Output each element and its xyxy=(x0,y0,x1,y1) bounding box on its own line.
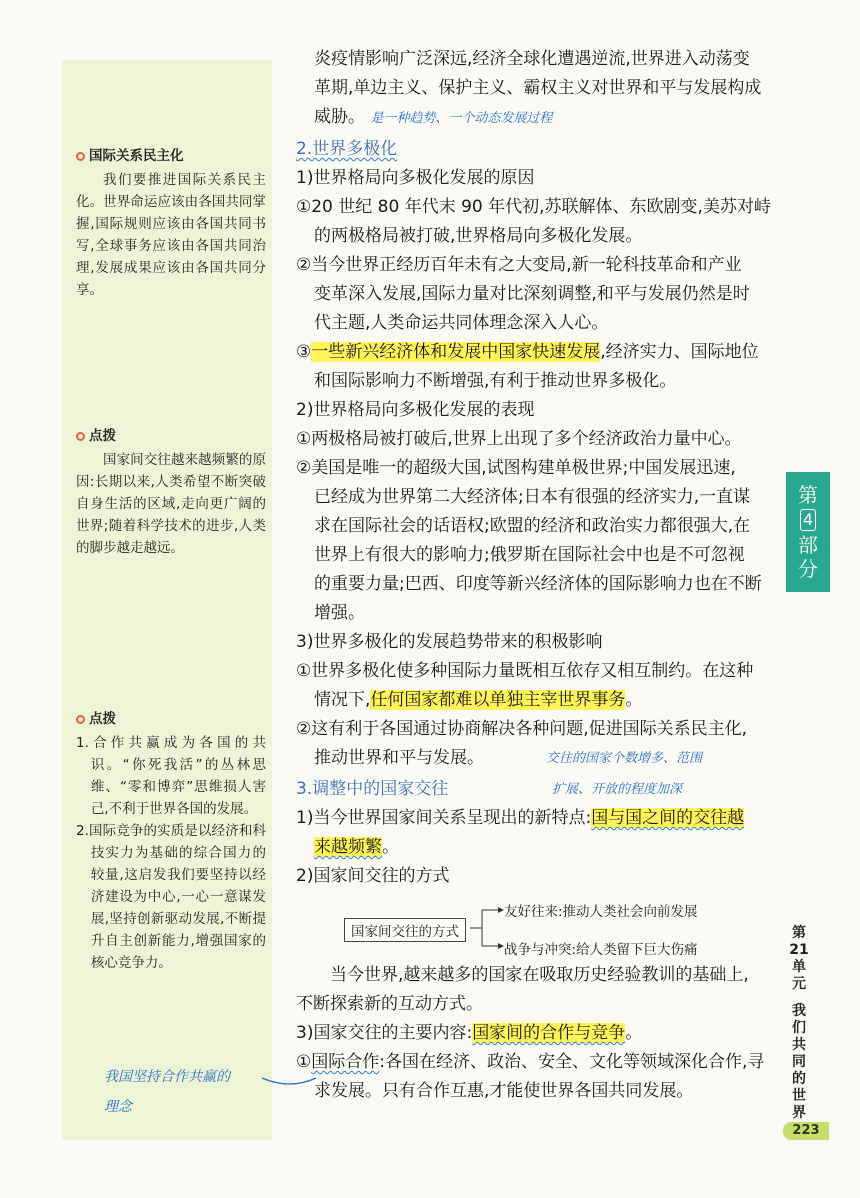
section-title: 3.调整中的国家交往 扩展、开放的程度加深 xyxy=(296,775,772,804)
note-title: 点拨 xyxy=(76,425,266,447)
part-tab: 第 4 部 分 xyxy=(786,472,830,592)
note-title: 点拨 xyxy=(76,708,266,730)
note-body: 我们要推进国际关系民主化。世界命运应该由各国共同掌握,国际规则应该由各国共同书写,全球事务应该由各国共同治理,发展成果应该由各国共同分享。 xyxy=(76,172,266,298)
highlight: 国家间的合作与竞争 xyxy=(472,1023,626,1043)
handwritten-note: 是一种趋势、一个动态发展过程 xyxy=(370,111,553,126)
diagram-branch-war: 战争与冲突:给人类留下巨大伤痛 xyxy=(504,942,698,958)
highlight: 任何国家都难以单独主宰世界事务 xyxy=(370,690,626,710)
note-list-item: 2.国际竞争的实质是以经济和科技实力为基础的综合国力的较量,这启发我们要坚持以经济建设为中心,一心一意谋发展,坚持创新驱动发展,不断提升自主创新能力,增强国家的核心竞争力。 xyxy=(76,823,266,971)
underlined-term: 国际合作 xyxy=(311,1052,380,1072)
note-title: 国际关系民主化 xyxy=(76,145,266,167)
page-number: 223 xyxy=(783,1122,829,1140)
section-title: 2.世界多极化 xyxy=(296,139,398,159)
diagram-bracket xyxy=(470,906,506,950)
note-list-item: 1.合作共赢成为各国的共识。“你死我活”的丛林思维、“零和博弈”思维损人害己,不利于世界各国的发展。 xyxy=(76,735,266,817)
subheading: 1)世界格局向多极化发展的原因 xyxy=(296,168,535,188)
bullet-icon xyxy=(76,715,85,724)
highlight: 来越频繁 xyxy=(314,837,382,857)
handwritten-note: 扩展、开放的程度加深 xyxy=(552,782,683,797)
note-hint-1 xyxy=(76,425,266,559)
highlight: 一些新兴经济体和发展中国家快速发展 xyxy=(311,342,601,362)
bullet-icon xyxy=(76,432,85,441)
note-list xyxy=(76,732,266,974)
diagram-root-box: 国家间交往的方式 xyxy=(344,918,466,942)
exchange-methods-diagram xyxy=(344,900,744,960)
bullet-icon xyxy=(76,152,85,161)
note-intl-democratization xyxy=(76,145,266,301)
subheading: 3)世界多极化的发展趋势带来的积极影响 xyxy=(296,632,603,652)
subheading: 2)国家间交往的方式 xyxy=(296,866,450,886)
main-content: 炎疫情影响广泛深远,经济全球化遭遇逆流,世界进入动荡变 革期,单边主义、保护主义、霸权主义对世界和平与发展构成 威胁。 是一种趋势、一个动态发展过程 2.世界多极化 1)世界格局向多极化发展的原因 ①20 世纪 80 年代末 90 年代初,苏联解体、东欧剧变,美苏对峙 的两极格局被打破,世界格局向多极化发展。 ②当今世界正经历百年未有之大变局,新一轮科技革命和产业 变革深入发展,国际力量对比深刻调整,和平与发展仍然是时 代主题,人类命运共同体理念深入人心。 ③一些新兴经济体和发展中国家快速发展,经济实力、国际地位 和国际影响力不断增强,有利于推动世界多极化。 2)世界格局向多极化发展的表现 ①两极格局被打破后,世界上出现了多个经济政治力量中心。 ②美国是唯一的超级大国,试图构建单极世界;中国发展迅速, 已经成为世界第二大经济体;日本有很强的经济实力,一直谋 求在国际社会的话语权;欧盟的经济和政治实力都很强大,在 世界上有很大的影响力;俄罗斯在国际社会中也是不可忽视 的重要力量;巴西、印度等新兴经济体的国际影响力也在不断 增强。 3)世界多极化的发展趋势带来的积极影响 ①世界多极化使多种国际力量既相互依存又相互制约。在这种 情况下,任何国家都难以单独主宰世界事务。 ②这有利于各国通过协商解决各种问题,促进国际关系民主化, 推动世界和平与发展。 交往的国家个数增多、范围 3.调整中的国家交往 扩展、开放的程度加深 1)当今世界国家间关系呈现出的新特点:国与国之间的交往越 来越频繁。 2)国家间交往的方式 当今世界,越来越多的国家在吸取历史经验教训的基础上, 不断探索新的互动方式。 3)国家交往的主要内容:国家间的合作与竞争。 ①国际合作:各国在经济、政治、安全、文化等领域深化合作,寻 求发展。只有合作互惠,才能使世界各国共同发展。 xyxy=(296,49,771,1101)
note-hint-2 xyxy=(76,708,266,974)
handwritten-note-sidebar: 我国坚持合作共赢的 理念 xyxy=(104,1069,230,1115)
unit-label: 第21单元 我们共同的世界 xyxy=(789,925,809,1121)
highlight: 国与国之间的交往越 xyxy=(591,808,745,828)
subheading: 2)世界格局向多极化发展的表现 xyxy=(296,400,535,420)
diagram-branch-friendly: 友好往来:推动人类社会向前发展 xyxy=(504,904,698,920)
handwritten-note: 交往的国家个数增多、范围 xyxy=(546,751,703,766)
note-body: 国家间交往越来越频繁的原因:长期以来,人类希望不断突破自身生活的区域,走向更广阔的世界;随着科学技术的进步,人类的脚步越走越远。 xyxy=(76,452,266,556)
